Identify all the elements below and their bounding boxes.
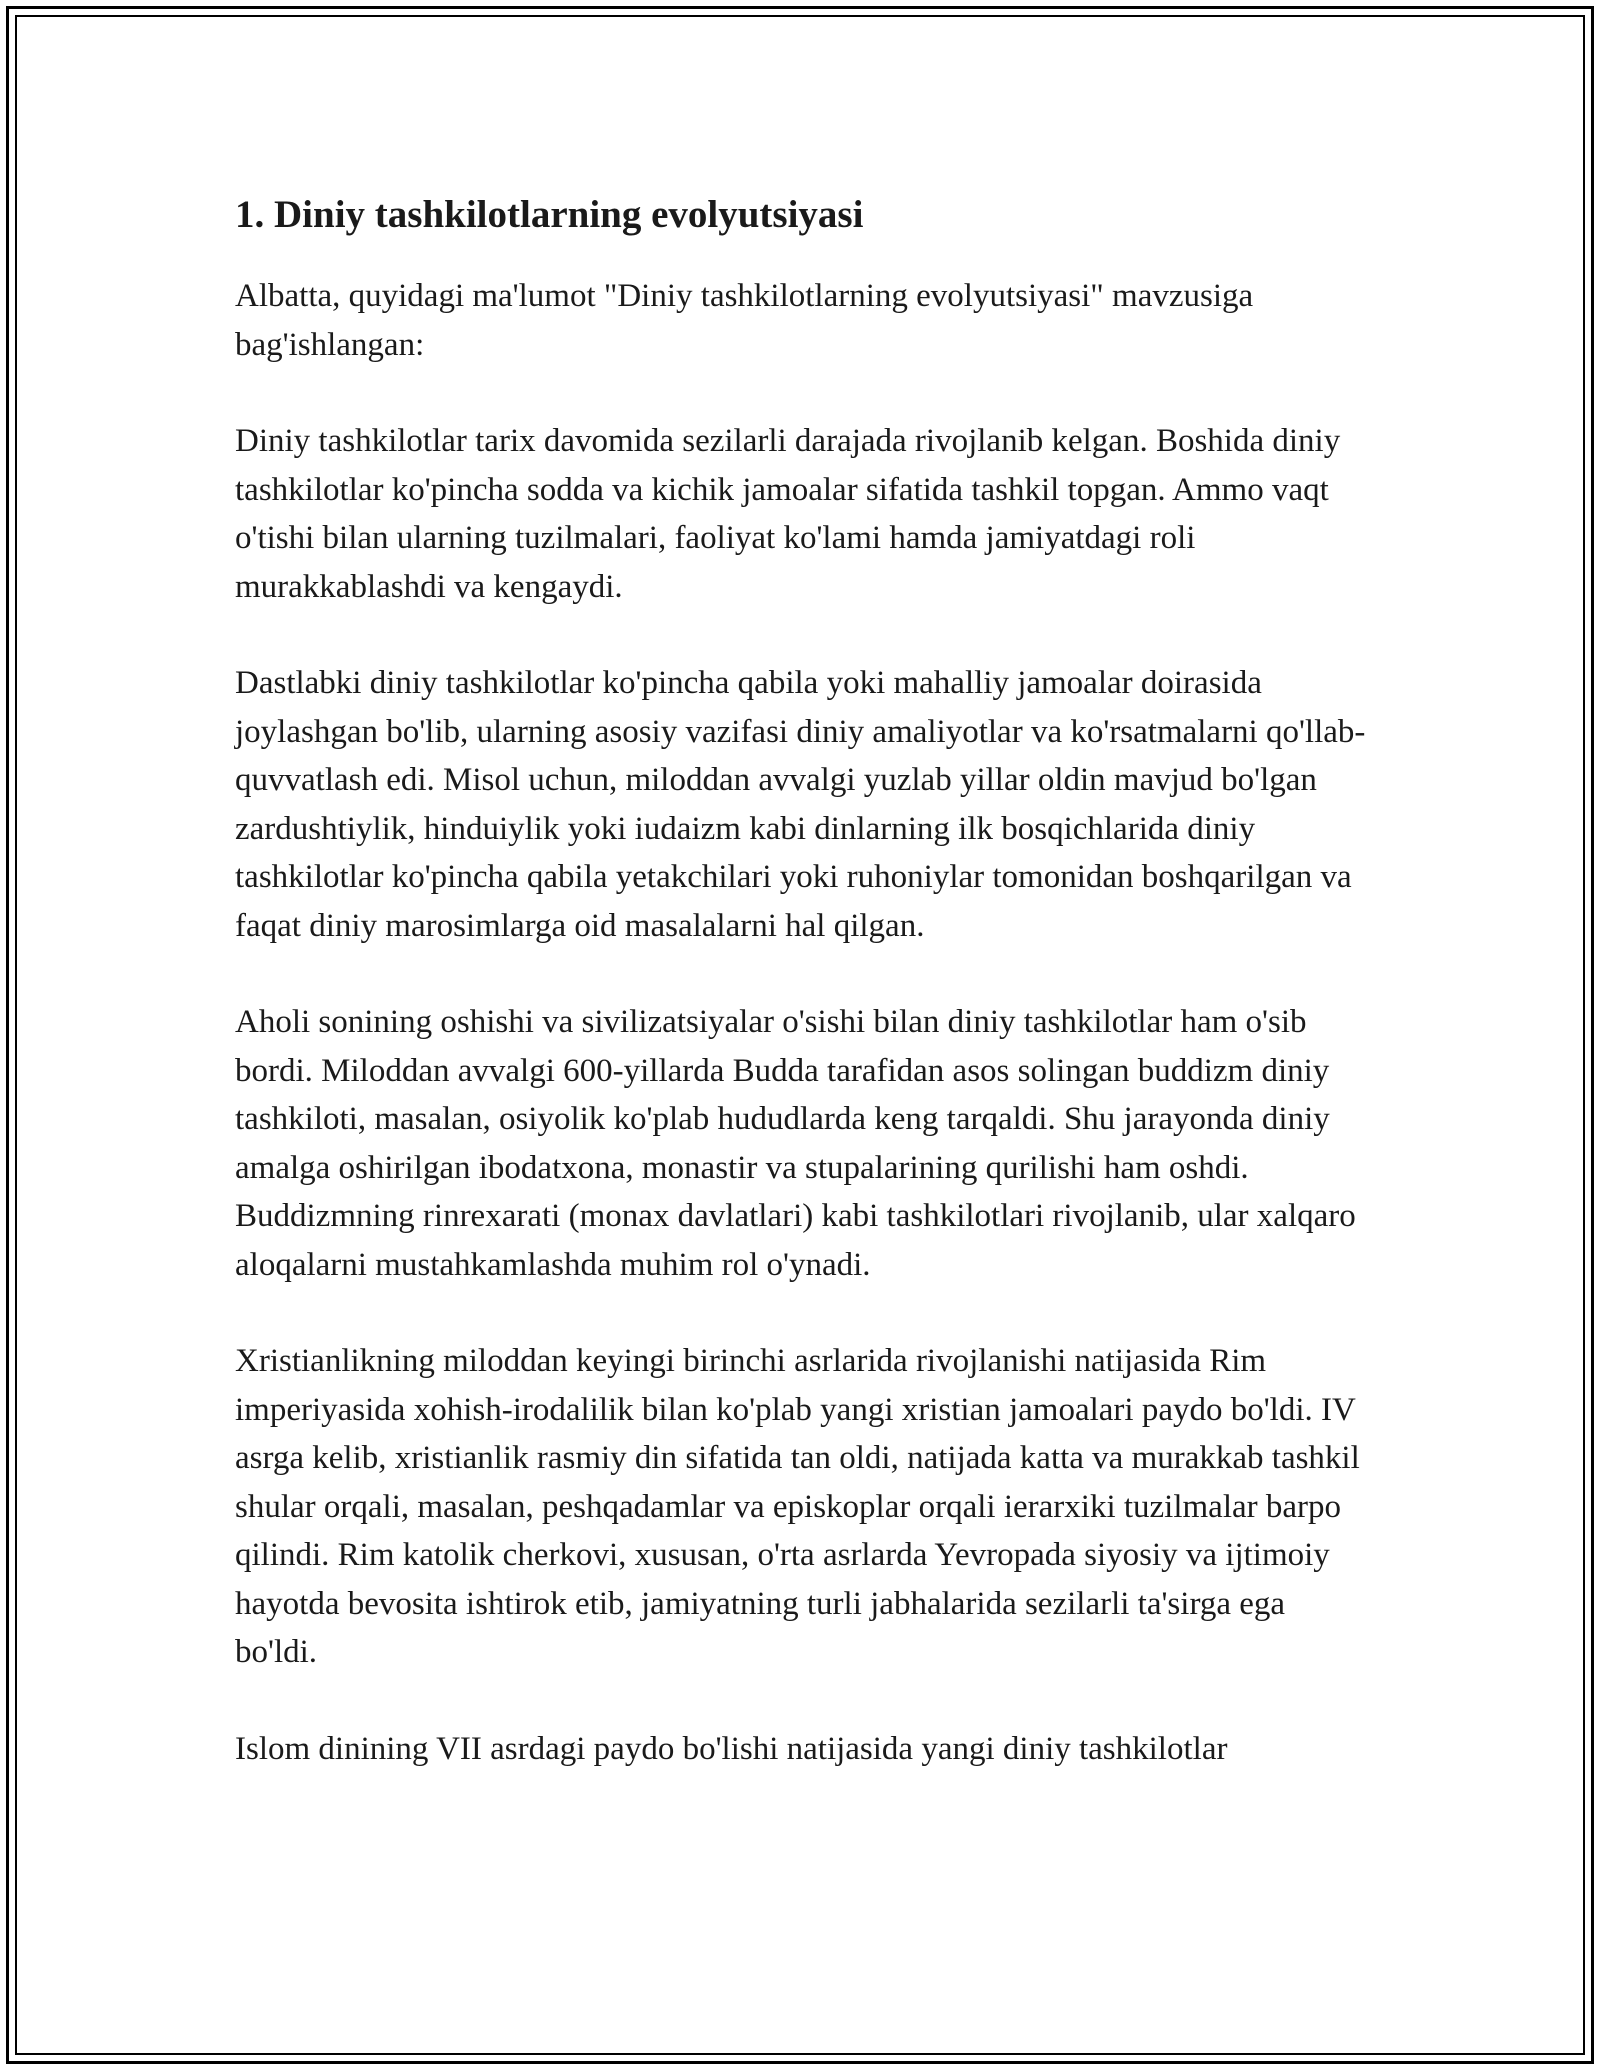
document-title: 1. Diniy tashkilotlarning evolyutsiyasi [235, 193, 864, 236]
body-paragraph: Aholi sonining oshishi va sivilizatsiyalar o'sishi bilan diniy tashkilotlar ham o'sib bordi. Miloddan avvalgi 600-yillarda Budda tarafidan asos solingan buddizm diniy tashkiloti, masalan, osiyolik ko'plab hududlarda keng tarqaldi. Shu jarayonda diniy amalga oshirilgan ibodatxona, monastir va stupalarining qurilishi ham oshdi. Buddizmning rinrexarati (monax davlatlari) kabi tashkilotlari rivojlanib, ular xalqaro aloqalarni mustahkamlashda muhim rol o'ynadi. [235, 1004, 1356, 1283]
body-paragraph: Islom dinining VII asrdagi paydo bo'lishi natijasida yangi diniy tashkilotlar [235, 1730, 1228, 1767]
body-paragraph: Xristianlikning miloddan keyingi birinchi asrlarida rivojlanishi natijasida Rim imperiyasida xohish-irodalilik bilan ko'plab yangi xristian jamoalari paydo bo'ldi. IV asrga kelib, xristianlik rasmiy din sifatida tan oldi, natijada katta va murakkab tashkil shular orqali, masalan, peshqadamlar va episkoplar orqali ierarxiki tuzilmalar barpo qilindi. Rim katolik cherkovi, xususan, o'rta asrlarda Yevropada siyosiy va ijtimoiy hayotda bevosita ishtirok etib, jamiyatning turli jabhalarida sezilarli ta'sirga ega bo'ldi. [235, 1343, 1360, 1670]
intro-paragraph: Albatta, quyidagi ma'lumot "Diniy tashkilotlarning evolyutsiyasi" mavzusiga bag'ishlangan: [235, 278, 1254, 363]
body-paragraph: Dastlabki diniy tashkilotlar ko'pincha qabila yoki mahalliy jamoalar doirasida joylashgan bo'lib, ularning asosiy vazifasi diniy amaliyotlar va ko'rsatmalarni qo'llab-quvvatlash edi. Misol uchun, miloddan avvalgi yuzlab yillar oldin mavjud bo'lgan zardushtiylik, hinduiylik yoki iudaizm kabi dinlarning ilk bosqichlarida diniy tashkilotlar ko'pincha qabila yetakchilari yoki ruhoniylar tomonidan boshqarilgan va faqat diniy marosimlarga oid masalalarni hal qilgan. [235, 665, 1366, 944]
body-paragraph: Diniy tashkilotlar tarix davomida sezilarli darajada rivojlanib kelgan. Boshida diniy tashkilotlar ko'pincha sodda va kichik jamoalar sifatida tashkil topgan. Ammo vaqt o'tishi bilan ularning tuzilmalari, faoliyat ko'lami hamda jamiyatdagi roli murakkablashdi va kengaydi. [235, 423, 1341, 605]
document-body [235, 188, 1375, 1821]
